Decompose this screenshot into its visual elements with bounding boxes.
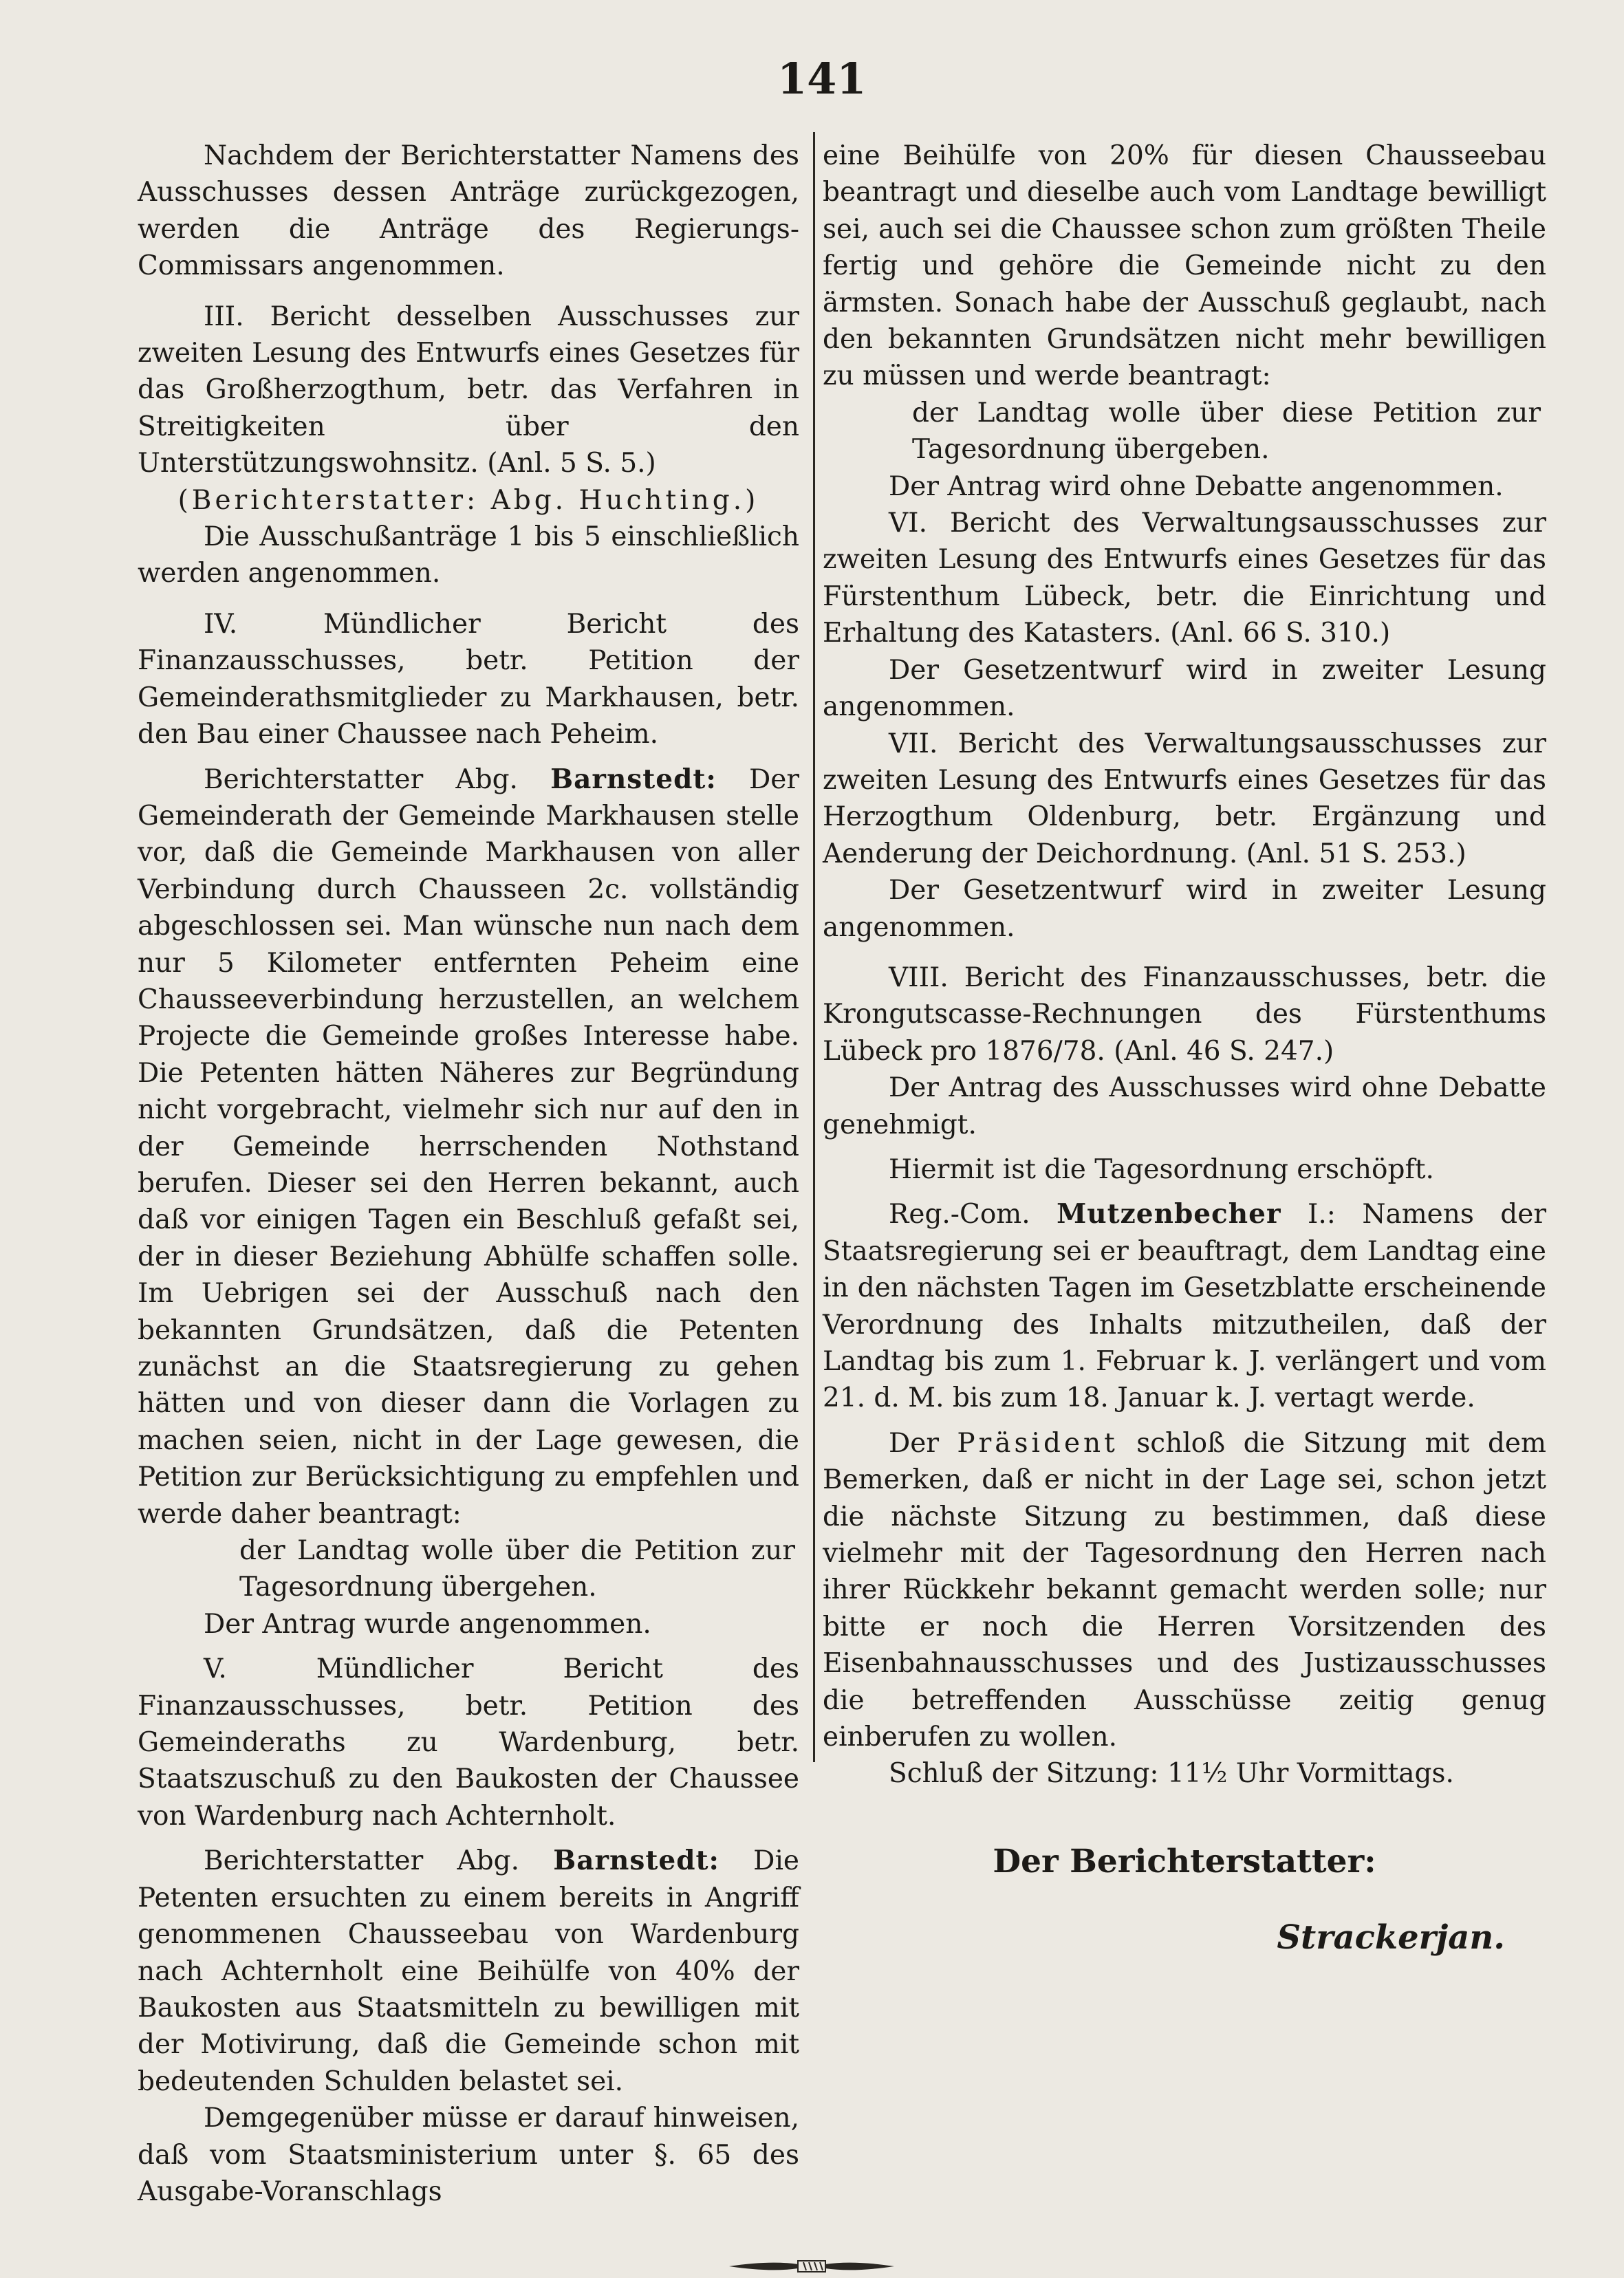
signature: Strackerjan.	[1277, 1918, 1505, 1957]
page-number: 141	[777, 54, 867, 104]
speech-paragraph	[823, 1196, 1546, 1416]
column-divider	[813, 132, 815, 1762]
speaker-prefix: Berichterstatter Abg.	[204, 1845, 519, 1877]
speech-text: Namens der Staatsregierung sei er beauftragt, dem Landtag eine in den nächsten Tagen im Gesetzblatte erscheinende Verordnung des Inhalts mitzutheilen, daß der Landtag bis zum 1. Februar k. J. verlängert und vom 21. d. M. bis zum 18. Januar k. J. vertagt werde.	[823, 1199, 1546, 1414]
resolution-text: Der Antrag wird ohne Debatte angenommen.	[889, 470, 1504, 502]
speaker-suffix: I.:	[1307, 1199, 1336, 1230]
agenda-item-v: V. Mündlicher Bericht des Finanzausschusses, betr. Petition des Gemeinderaths zu Wardenburg, betr. Staatszuschuß zu den Baukosten der Chaussee von Wardenburg nach Achternholt.	[138, 1653, 799, 1832]
paragraph: Die Ausschußanträge 1 bis 5 einschließlich werden angenommen.	[138, 521, 799, 589]
paragraph: Nachdem der Berichterstatter Namens des Ausschusses dessen Anträge zurückgezogen, werden die Anträge des Regierungs-Commissars angenommen.	[138, 140, 799, 282]
motion-text: der Landtag wolle über die Petition zur Tagesordnung übergehen.	[239, 1535, 795, 1603]
speaker-name: Barnstedt:	[550, 763, 717, 795]
session-end-note: Schluß der Sitzung: 11½ Uhr Vormittags.	[889, 1758, 1454, 1790]
paragraph: Demgegenüber müsse er darauf hinweisen, daß vom Staatsministerium unter §. 65 des Ausgabe-Voranschlags	[138, 2103, 799, 2207]
agenda-item-viii: VIII. Bericht des Finanzausschusses, betr. die Krongutscasse-Rechnungen des Fürstenthums Lübeck pro 1876/78. (Anl. 46 S. 247.)	[823, 962, 1546, 1067]
speech-paragraph	[138, 761, 799, 1533]
resolution-text: Der Antrag des Ausschusses wird ohne Debatte genehmigt.	[823, 1072, 1546, 1140]
ornament-icon	[729, 2255, 894, 2278]
right-column	[823, 138, 1546, 1962]
rapporteur-note: (Berichterstatter: Abg. Huchting.)	[177, 484, 759, 516]
resolution-text: Der Gesetzentwurf wird in zweiter Lesung angenommen.	[823, 654, 1546, 723]
motion-text: der Landtag wolle über diese Petition zur Tagesordnung übergeben.	[912, 397, 1541, 466]
resolution-text: Der Antrag wurde angenommen.	[204, 1608, 651, 1640]
resolution-text: Der Gesetzentwurf wird in zweiter Lesung angenommen.	[823, 875, 1546, 943]
reporter-label: Der Berichterstatter:	[993, 1842, 1376, 1880]
speaker-name: Barnstedt:	[553, 1845, 719, 1877]
paragraph: eine Beihülfe von 20% für diesen Chausseebau beantragt und dieselbe auch vom Landtage bewilligt sei, auch sei die Chaussee schon zum größten Theile fertig und gehöre die Gemeinde nicht zu den ärmsten. Sonach habe der Ausschuß geglaubt, nach den bekannten Grundsätzen nicht mehr bewilligen zu müssen und werde beantragt:	[823, 140, 1546, 392]
agenda-item-iv: IV. Mündlicher Bericht des Finanzausschusses, betr. Petition der Gemeinderathsmitglieder zu Markhausen, betr. den Bau einer Chaussee nach Peheim.	[138, 608, 799, 750]
agenda-item-vi: VI. Bericht des Verwaltungsausschusses zur zweiten Lesung des Entwurfs eines Gesetzes für das Fürstenthum Lübeck, betr. die Einrichtung und Erhaltung des Katasters. (Anl. 66 S. 310.)	[823, 508, 1546, 649]
speech-text: schloß die Sitzung mit dem Bemerken, daß er nicht in der Lage sei, schon jetzt die nächste Sitzung zu bestimmen, daß diese vielmehr mit der Tagesordnung den Herren nach ihrer Rückkehr bekannt gemacht werden solle; nur bitte er noch die Herren Vorsitzenden des Eisenbahnausschusses und des Justizausschusses die betreffenden Ausschüsse zeitig genug einberufen zu wollen.	[823, 1427, 1546, 1753]
speaker-prefix: Der	[889, 1427, 939, 1459]
speaker-prefix: Reg.-Com.	[889, 1199, 1030, 1230]
speech-paragraph	[823, 1425, 1546, 1756]
speech-text: Die Petenten ersuchten zu einem bereits in Angriff genommenen Chausseebau von Wardenburg nach Achternholt eine Beihülfe von 40% der Baukosten aus Staatsmitteln zu bewilligen mit der Motivirung, daß die Gemeinde schon mit bedeutenden Schulden belastet sei.	[138, 1845, 799, 2097]
speaker-prefix: Berichterstatter Abg.	[204, 763, 518, 795]
speech-paragraph	[138, 1843, 799, 2100]
agenda-item-iii: III. Bericht desselben Ausschusses zur zweiten Lesung des Entwurfs eines Gesetzes für das Großherzogthum, betr. das Verfahren in Streitigkeiten über den Unterstützungswohnsitz. (Anl. 5 S. 5.)	[138, 301, 799, 479]
closing-note: Hiermit ist die Tagesordnung erschöpft.	[889, 1153, 1434, 1185]
left-column	[138, 138, 799, 2210]
speaker-name: Mutzenbecher	[1057, 1198, 1281, 1230]
speaker-name: Präsident	[957, 1427, 1118, 1459]
agenda-item-vii: VII. Bericht des Verwaltungsausschusses zur zweiten Lesung des Entwurfs eines Gesetzes für das Herzogthum Oldenburg, betr. Ergänzung und Aenderung der Deichordnung. (Anl. 51 S. 253.)	[823, 728, 1546, 869]
speech-text: Der Gemeinderath der Gemeinde Markhausen stelle vor, daß die Gemeinde Markhausen von aller Verbindung durch Chausseen 2c. vollständig abgeschlossen sei. Man wünsche nun nach dem nur 5 Kilometer entfernten Peheim eine Chausseeverbindung herzustellen, an welchem Projecte die Gemeinde großes Interesse habe. Die Petenten hätten Näheres zur Begründung nicht vorgebracht, vielmehr sich nur auf den in der Gemeinde herrschenden Nothstand berufen. Dieser sei den Herren bekannt, auch daß vor einigen Tagen ein Beschluß gefaßt sei, der in dieser Beziehung Abhülfe schaffen solle. Im Uebrigen sei der Ausschuß nach den bekannten Grundsätzen, daß die Petenten zunächst an die Staatsregierung zu gehen hätten und von dieser dann die Vorlagen zu machen seien, nicht in der Lage gewesen, die Petition zur Berücksichtigung zu empfehlen und werde daher beantragt:	[138, 763, 800, 1530]
